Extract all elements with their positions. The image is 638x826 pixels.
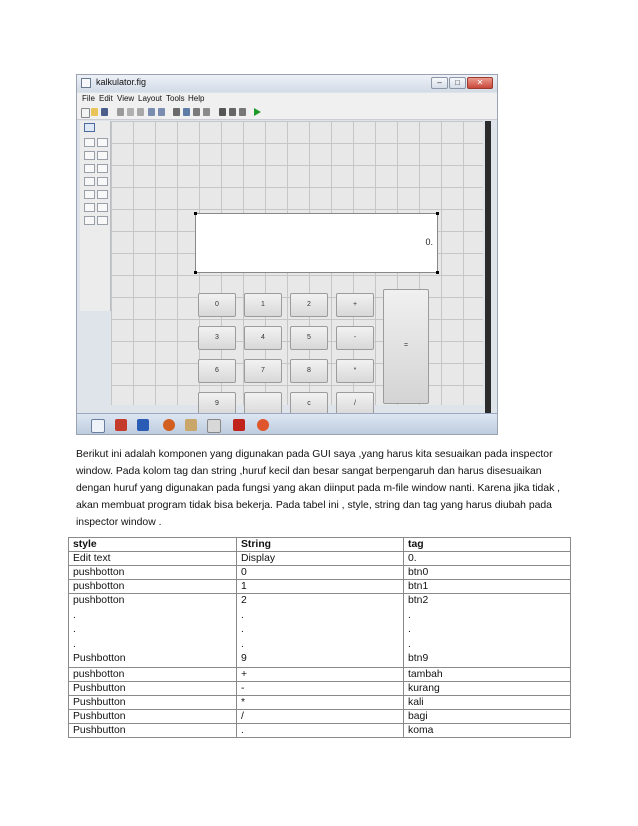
toolbar	[77, 105, 497, 120]
cell-line: 2	[241, 595, 247, 606]
inspector-table	[68, 537, 571, 738]
cell-string: 1	[237, 580, 404, 594]
cell-style: pushbotton	[69, 667, 237, 681]
mfile-editor-icon[interactable]	[219, 108, 226, 116]
cell-tag: 0.	[404, 552, 571, 566]
header-tag: tag	[404, 538, 571, 552]
cell-string: /	[237, 709, 404, 723]
calc-button-7[interactable]: 7	[244, 359, 282, 383]
description-paragraph: Berikut ini adalah komponen yang digunakan pada GUI saya ,yang harus kita sesuaikan pada inspector window. Pada kolom tag dan string ,huruf kecil dan besar sangat berpengaruh dan harus disesuaikan dengan huruf yang digunakan pada fungsi yang akan diinput pada m-file window nanti. Karena jika tidak , akan membuat program tidak bisa bekerja. Pada tabel ini , style, string dan tag yang harus diubah pada inspector window .	[76, 449, 561, 528]
menu-bar	[77, 93, 497, 105]
pushbutton-tool-icon[interactable]	[84, 138, 95, 147]
property-inspector-icon[interactable]	[229, 108, 236, 116]
activex-tool-icon[interactable]	[97, 216, 108, 225]
table-row	[69, 566, 571, 580]
table-row	[69, 723, 571, 737]
redo-icon[interactable]	[158, 108, 165, 116]
buttongroup-tool-icon[interactable]	[84, 216, 95, 225]
cell-tag: bagi	[404, 709, 571, 723]
save-icon[interactable]	[101, 108, 108, 116]
calc-button-minus[interactable]: -	[336, 326, 374, 350]
toggle-tool-icon[interactable]	[84, 190, 95, 199]
calc-button-2[interactable]: 2	[290, 293, 328, 317]
cell-string: *	[237, 695, 404, 709]
cell-line: 9	[241, 653, 247, 664]
header-string: String	[237, 538, 404, 552]
cell-tag: kali	[404, 695, 571, 709]
paste-icon[interactable]	[137, 108, 144, 116]
cell-style: Pushbutton	[69, 681, 237, 695]
popup-tool-icon[interactable]	[84, 177, 95, 186]
pdf-taskbar-icon[interactable]	[233, 419, 245, 431]
cell-line: Pushbotton	[73, 653, 126, 664]
calc-button-plus[interactable]: +	[336, 293, 374, 317]
table-header-row	[69, 538, 571, 552]
menu-editor-icon[interactable]	[183, 108, 190, 116]
header-style: style	[69, 538, 237, 552]
display-edit-text[interactable]	[195, 213, 438, 273]
window-title: kalkulator.fig	[96, 77, 147, 87]
table-row	[69, 681, 571, 695]
selection-handle[interactable]	[194, 212, 197, 215]
axes-tool-icon[interactable]	[84, 203, 95, 212]
browser-taskbar-icon[interactable]	[163, 419, 175, 431]
maximize-button[interactable]: □	[449, 77, 466, 89]
cell-line: .	[73, 624, 76, 635]
cell-string	[237, 594, 404, 668]
calc-button-4[interactable]: 4	[244, 326, 282, 350]
listbox-tool-icon[interactable]	[97, 177, 108, 186]
cell-line: btn9	[408, 653, 429, 664]
window-titlebar	[77, 75, 497, 92]
cell-string: -	[237, 681, 404, 695]
cell-line: .	[241, 624, 244, 635]
object-browser-icon[interactable]	[239, 108, 246, 116]
cell-line: pushbotton	[73, 595, 125, 606]
table-row	[69, 580, 571, 594]
calc-button-1[interactable]: 1	[244, 293, 282, 317]
figure-taskbar-icon[interactable]	[207, 419, 221, 433]
cell-style: Edit text	[69, 552, 237, 566]
app-taskbar-icon[interactable]	[257, 419, 269, 431]
statictext-tool-icon[interactable]	[97, 164, 108, 173]
calc-button-0[interactable]: 0	[198, 293, 236, 317]
start-icon[interactable]	[91, 419, 105, 433]
calc-button-divide[interactable]: /	[336, 392, 374, 416]
cell-tag: btn0	[404, 566, 571, 580]
table-row	[69, 695, 571, 709]
component-palette	[80, 121, 111, 311]
copy-icon[interactable]	[127, 108, 134, 116]
selection-handle[interactable]	[436, 271, 439, 274]
layout-canvas[interactable]	[111, 121, 483, 405]
edittext-tool-icon[interactable]	[84, 164, 95, 173]
panel-tool-icon[interactable]	[97, 203, 108, 212]
cell-line: .	[73, 638, 76, 650]
cell-tag: btn1	[404, 580, 571, 594]
table-row	[69, 709, 571, 723]
folder-taskbar-icon[interactable]	[185, 419, 197, 431]
cell-style: pushbotton	[69, 580, 237, 594]
menu-edit[interactable]: Edit	[99, 94, 113, 103]
cell-style: Pushbutton	[69, 723, 237, 737]
figure-icon	[81, 78, 91, 88]
undo-icon[interactable]	[148, 108, 155, 116]
align-icon[interactable]	[173, 108, 180, 116]
menu-tools[interactable]: Tools	[166, 94, 185, 103]
cell-string: Display	[237, 552, 404, 566]
cell-tag: tambah	[404, 667, 571, 681]
guide-screenshot	[76, 74, 498, 435]
cell-style: Pushbutton	[69, 709, 237, 723]
cell-style: pushbotton	[69, 566, 237, 580]
run-icon[interactable]	[254, 108, 261, 116]
menu-layout[interactable]: Layout	[138, 94, 163, 103]
select-tool-icon[interactable]	[84, 123, 95, 132]
slider-tool-icon[interactable]	[97, 138, 108, 147]
cut-icon[interactable]	[117, 108, 124, 116]
cell-style	[69, 594, 237, 668]
cell-line: .	[408, 624, 411, 635]
new-icon[interactable]	[81, 108, 90, 118]
cell-line: .	[241, 638, 244, 650]
word-taskbar-icon[interactable]	[137, 419, 149, 431]
calc-button-5[interactable]: 5	[290, 326, 328, 350]
table-row	[69, 667, 571, 681]
table-tool-icon[interactable]	[97, 190, 108, 199]
open-icon[interactable]	[91, 108, 98, 116]
menu-view[interactable]: View	[117, 94, 135, 103]
checkbox-tool-icon[interactable]	[97, 151, 108, 160]
calc-button-multiply[interactable]: *	[336, 359, 374, 383]
menu-file[interactable]: File	[82, 94, 95, 103]
calc-button-equals[interactable]: =	[383, 289, 429, 404]
selection-handle[interactable]	[436, 212, 439, 215]
tab-order-icon[interactable]	[193, 108, 200, 116]
vertical-scrollbar[interactable]	[485, 121, 491, 417]
table-row-range	[69, 594, 571, 668]
selection-handle[interactable]	[194, 271, 197, 274]
cell-tag: kurang	[404, 681, 571, 695]
matlab-taskbar-icon[interactable]	[115, 419, 127, 431]
display-value: 0.	[425, 237, 433, 247]
close-button[interactable]: ✕	[467, 77, 493, 89]
calc-button-9[interactable]: 9	[198, 392, 236, 416]
cell-tag	[404, 594, 571, 668]
cell-line: .	[408, 638, 411, 650]
calc-button-6[interactable]: 6	[198, 359, 236, 383]
cell-line: btn2	[408, 595, 429, 606]
cell-line: .	[73, 609, 76, 621]
toolbar-editor-icon[interactable]	[203, 108, 210, 116]
windows-taskbar	[77, 413, 497, 435]
cell-style: Pushbutton	[69, 695, 237, 709]
cell-string: .	[237, 723, 404, 737]
cell-line: .	[408, 609, 411, 621]
cell-tag: koma	[404, 723, 571, 737]
minimize-button[interactable]: –	[431, 77, 448, 89]
calc-button-3[interactable]: 3	[198, 326, 236, 350]
cell-line: .	[241, 609, 244, 621]
calc-button-clear[interactable]: c	[290, 392, 328, 416]
cell-string: +	[237, 667, 404, 681]
table-row	[69, 552, 571, 566]
cell-string: 0	[237, 566, 404, 580]
radio-tool-icon[interactable]	[84, 151, 95, 160]
menu-help[interactable]: Help	[188, 94, 205, 103]
calc-button-8[interactable]: 8	[290, 359, 328, 383]
